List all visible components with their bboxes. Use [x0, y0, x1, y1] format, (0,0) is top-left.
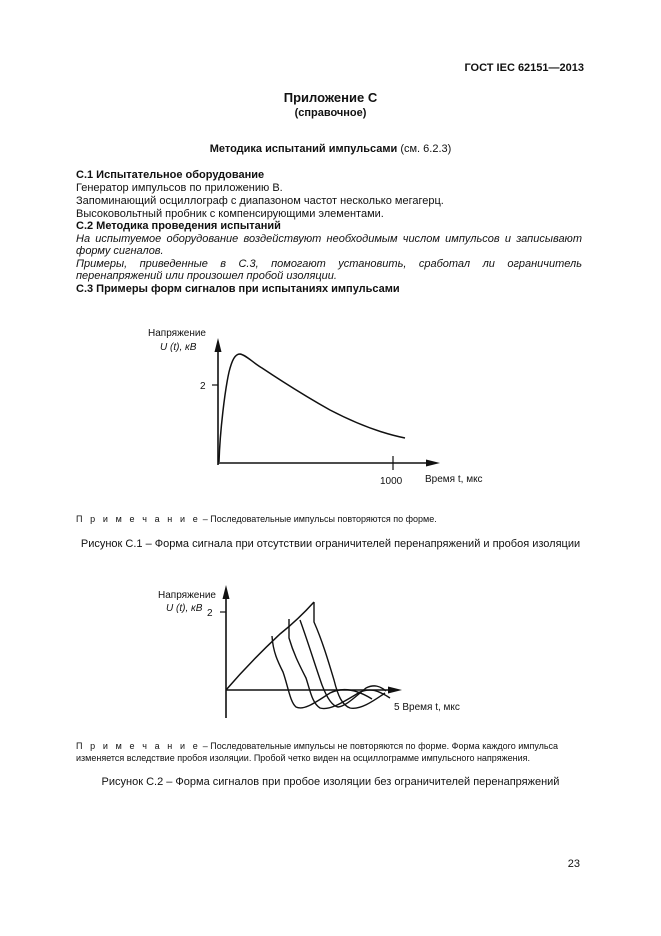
note-label: П р и м е ч а н и е [76, 514, 201, 524]
appendix-subtitle: (справочное) [294, 107, 367, 119]
figure-c1-note [76, 514, 437, 524]
section-c1-line: Генератор импульсов по приложению В. [76, 182, 283, 194]
fig2-rising-front [226, 602, 314, 690]
standard-number: ГОСТ IEC 62151—2013 [464, 62, 584, 74]
fig2-x-arrow [388, 687, 402, 694]
method-ref: (см. 6.2.3) [397, 143, 452, 155]
fig1-pulse-curve [219, 354, 405, 462]
page-number: 23 [567, 858, 580, 870]
fig1-x-arrow [426, 460, 440, 467]
figure-c2-note-line2: изменяется вследствие пробоя изоляции. Пробой четко виден на осциллограмме импульсного напряжения. [76, 753, 530, 763]
fig2-x-label: 5 Время t, мкс [394, 702, 460, 713]
section-c2-paragraph1-line2: форму сигналов. [76, 245, 164, 257]
fig2-collapse-curve-2 [289, 619, 390, 709]
note-label: П р и м е ч а н и е [76, 741, 201, 751]
figure-c2-caption: Рисунок С.2 – Форма сигналов при пробое изоляции без ограничителей перенапряжений [101, 776, 560, 788]
section-c2-paragraph2-line2: перенапряжений или произошел пробой изоляции. [76, 270, 337, 282]
fig2-collapse-curve-1 [272, 636, 372, 708]
section-c1-line: Высоковольтный пробник с компенсирующими элементами. [76, 208, 384, 220]
note-text: – Последовательные импульсы не повторяются по форме. Форма каждого импульса [200, 741, 559, 751]
figure-c1-caption: Рисунок С.1 – Форма сигнала при отсутствии ограничителей перенапряжений и пробоя изоляции [80, 538, 581, 550]
fig2-y-label-line2: U (t), кВ [166, 603, 203, 614]
section-c1-line: Запоминающий осциллограф с диапазоном частот несколько мегагерц. [76, 195, 444, 207]
section-c2-paragraph1-line1: На испытуемое оборудование воздействуют необходимым числом импульсов и записывают [76, 233, 582, 245]
section-c2-heading: С.2 Методика проведения испытаний [76, 220, 281, 232]
fig2-collapse-curve-4 [300, 620, 386, 707]
fig2-y-label-line1: Напряжение [158, 590, 216, 601]
note-text: – Последовательные импульсы повторяются по форме. [200, 514, 437, 524]
fig1-y-label-line2: U (t), кВ [160, 342, 197, 353]
method-title [0, 143, 661, 155]
fig1-y-label-line1: Напряжение [148, 328, 206, 339]
fig1-y-arrow [215, 338, 222, 352]
fig1-y-tick-label: 2 [200, 381, 206, 392]
section-c1-heading: С.1 Испытательное оборудование [76, 169, 265, 181]
section-c3-heading: С.3 Примеры форм сигналов при испытаниях импульсами [76, 283, 400, 295]
method-title-bold: Методика испытаний импульсами [209, 143, 398, 155]
fig1-x-tick-label: 1000 [380, 476, 403, 487]
section-c2-paragraph2-line1: Примеры, приведенные в С.3, помогают установить, сработал ли ограничитель [76, 258, 582, 270]
fig1-x-label: Время t, мкс [425, 474, 483, 485]
fig2-y-arrow [223, 585, 230, 599]
appendix-title: Приложение С [283, 90, 378, 105]
figure-c2-note-line1 [76, 741, 558, 751]
fig2-collapse-curve-3 [314, 602, 385, 708]
fig2-y-tick-label: 2 [207, 608, 213, 619]
